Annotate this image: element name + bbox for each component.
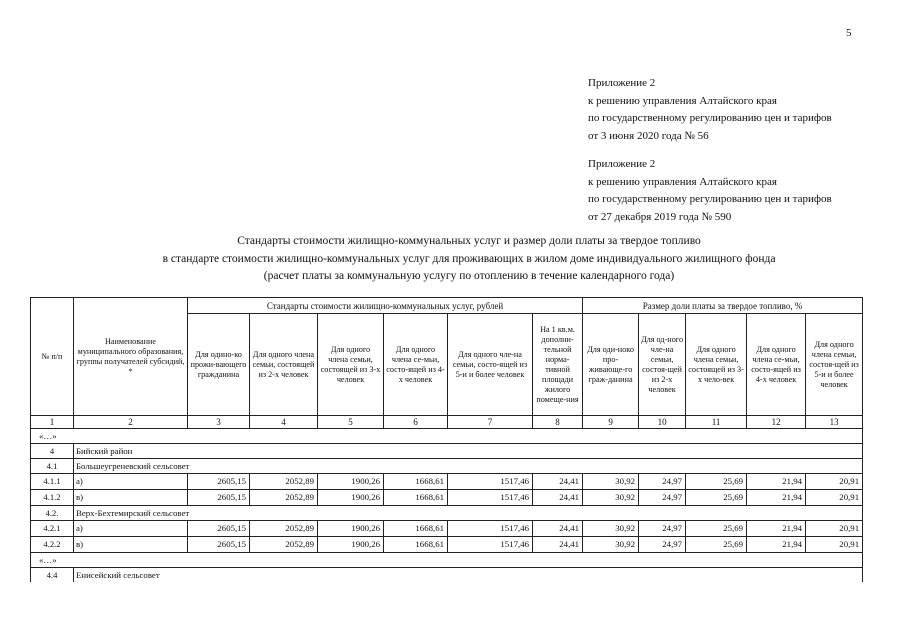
header-group-standards: Стандарты стоимости жилищно-коммунальных услуг, рублей — [188, 298, 583, 314]
value-cell: 21,94 — [747, 474, 806, 490]
column-number: 7 — [448, 416, 533, 429]
title-line: в стандарте стоимости жилищно-коммунальных услуг для проживающих в жилом доме индивидуального жилищного фонда — [162, 252, 776, 265]
subheader-cell: На 1 кв.м. дополни-тельной норма-тивной площади жилого помеще-ния — [533, 314, 583, 416]
column-number: 9 — [583, 416, 639, 429]
column-number: 3 — [188, 416, 250, 429]
subheader-cell: Для одного члена семьи, состоящей из 2-х человек — [250, 314, 318, 416]
subdistrict-name: Верх-Бехтемирский сельсовет — [74, 506, 863, 521]
value-cell: 24,41 — [533, 474, 583, 490]
value-cell: 20,91 — [806, 521, 863, 537]
column-number: 6 — [384, 416, 448, 429]
subdistrict-code: 4.4 — [31, 568, 74, 583]
value-cell: 2605,15 — [188, 537, 250, 553]
table-row — [31, 537, 863, 553]
district-code: 4 — [31, 444, 74, 459]
value-cell: 30,92 — [583, 537, 639, 553]
appendix-line: Приложение 2 — [588, 77, 656, 89]
appendix-note-previous — [588, 156, 832, 226]
value-cell: 30,92 — [583, 474, 639, 490]
value-cell: 30,92 — [583, 490, 639, 506]
subdistrict-code: 4.1 — [31, 459, 74, 474]
value-cell: 21,94 — [747, 537, 806, 553]
value-cell: 2052,89 — [250, 537, 318, 553]
page-number: 5 — [846, 27, 852, 39]
value-cell: 25,69 — [686, 537, 747, 553]
appendix-note-current — [588, 75, 832, 145]
value-cell: 1900,26 — [318, 521, 384, 537]
value-cell: 20,91 — [806, 474, 863, 490]
value-cell: 24,41 — [533, 537, 583, 553]
appendix-line: к решению управления Алтайского края — [588, 94, 777, 107]
value-cell: 2052,89 — [250, 521, 318, 537]
title-line: Стандарты стоимости жилищно-коммунальных услуг и размер доли платы за твердое топливо — [237, 235, 701, 247]
value-cell: 2605,15 — [188, 490, 250, 506]
subdistrict-code: 4.2. — [31, 506, 74, 521]
value-cell: 21,94 — [747, 521, 806, 537]
column-number: 5 — [318, 416, 384, 429]
value-cell: 24,97 — [639, 490, 686, 506]
appendix-line: по государственному регулированию цен и тарифов — [588, 112, 832, 124]
header-name: Наименование муниципального образования, группы получателей субсидий, * — [74, 298, 188, 416]
subdistrict-name: Большеугреневский сельсовет — [74, 459, 863, 474]
header-number: № п/п — [31, 298, 74, 416]
row-code: 4.1.1 — [31, 474, 74, 490]
subdistrict-row — [31, 459, 863, 474]
subdistrict-row — [31, 568, 863, 583]
column-number: 4 — [250, 416, 318, 429]
value-cell: 20,91 — [806, 490, 863, 506]
value-cell: 1517,46 — [448, 490, 533, 506]
header-group-fuel: Размер доли платы за твердое топливо, % — [583, 298, 863, 314]
ellipsis-row — [31, 553, 863, 568]
value-cell: 24,97 — [639, 537, 686, 553]
column-number-row — [31, 416, 863, 429]
value-cell: 25,69 — [686, 474, 747, 490]
subheader-cell: Для одного члена се-мьи, состо-ящей из 4-х человек — [384, 314, 448, 416]
value-cell: 1900,26 — [318, 490, 384, 506]
value-cell: 24,97 — [639, 521, 686, 537]
row-code: 4.2.2 — [31, 537, 74, 553]
ellipsis-text: «…» — [31, 553, 863, 568]
value-cell: 25,69 — [686, 490, 747, 506]
value-cell: 1517,46 — [448, 537, 533, 553]
ellipsis-text: «…» — [31, 429, 863, 444]
value-cell: 2052,89 — [250, 490, 318, 506]
ellipsis-row — [31, 429, 863, 444]
appendix-line: Приложение 2 — [588, 158, 656, 170]
value-cell: 21,94 — [747, 490, 806, 506]
row-code: 4.1.2 — [31, 490, 74, 506]
row-code: 4.2.1 — [31, 521, 74, 537]
column-number: 10 — [639, 416, 686, 429]
district-row — [31, 444, 863, 459]
value-cell: 24,97 — [639, 474, 686, 490]
value-cell: 1668,61 — [384, 490, 448, 506]
value-cell: 25,69 — [686, 521, 747, 537]
table-row — [31, 474, 863, 490]
subheader-cell: Для одино-ко прожи-вающего гражданина — [188, 314, 250, 416]
appendix-line: по государственному регулированию цен и тарифов — [588, 193, 832, 205]
column-number: 13 — [806, 416, 863, 429]
value-cell: 1517,46 — [448, 521, 533, 537]
value-cell: 24,41 — [533, 490, 583, 506]
subheader-cell: Для одного члена семьи, состоящей из 3-х человек — [318, 314, 384, 416]
value-cell: 1668,61 — [384, 474, 448, 490]
column-number: 2 — [74, 416, 188, 429]
district-name: Бийский район — [74, 444, 863, 459]
value-cell: 1900,26 — [318, 474, 384, 490]
appendix-line: от 27 декабря 2019 года № 590 — [588, 210, 732, 223]
appendix-line: от 3 июня 2020 года № 56 — [588, 129, 709, 142]
table-row — [31, 521, 863, 537]
value-cell: 1900,26 — [318, 537, 384, 553]
appendix-line: к решению управления Алтайского края — [588, 175, 777, 188]
value-cell: 1668,61 — [384, 521, 448, 537]
title-line: (расчет платы за коммунальную услугу по отоплению в течение календарного года) — [263, 270, 675, 282]
row-label: а) — [74, 474, 188, 490]
document-title — [40, 233, 898, 286]
value-cell: 2605,15 — [188, 521, 250, 537]
subheader-cell: Для одного члена семьи, состоя-щей из 5-и и более человек — [806, 314, 863, 416]
subheader-cell: Для одного члена семьи, состоящей из 3-х чело-век — [686, 314, 747, 416]
column-number: 1 — [31, 416, 74, 429]
table-row — [31, 490, 863, 506]
subheader-cell: Для одного члена се-мьи, состо-ящей из 4-х человек — [747, 314, 806, 416]
subheader-cell: Для оди-ноко про-живающе-го граж-данина — [583, 314, 639, 416]
subdistrict-name: Енисейский сельсовет — [74, 568, 863, 583]
value-cell: 2052,89 — [250, 474, 318, 490]
value-cell: 24,41 — [533, 521, 583, 537]
value-cell: 20,91 — [806, 537, 863, 553]
column-number: 12 — [747, 416, 806, 429]
subheader-cell: Для одного чле-на семьи, состо-ящей из 5-и и более человек — [448, 314, 533, 416]
column-number: 8 — [533, 416, 583, 429]
subheader-cell: Для од-ного чле-на семьи, состоя-щей из 2-х человек — [639, 314, 686, 416]
row-label: а) — [74, 521, 188, 537]
row-label: в) — [74, 490, 188, 506]
value-cell: 1517,46 — [448, 474, 533, 490]
value-cell: 2605,15 — [188, 474, 250, 490]
subdistrict-row — [31, 506, 863, 521]
value-cell: 30,92 — [583, 521, 639, 537]
tariff-table — [30, 297, 863, 582]
value-cell: 1668,61 — [384, 537, 448, 553]
column-number: 11 — [686, 416, 747, 429]
row-label: в) — [74, 537, 188, 553]
